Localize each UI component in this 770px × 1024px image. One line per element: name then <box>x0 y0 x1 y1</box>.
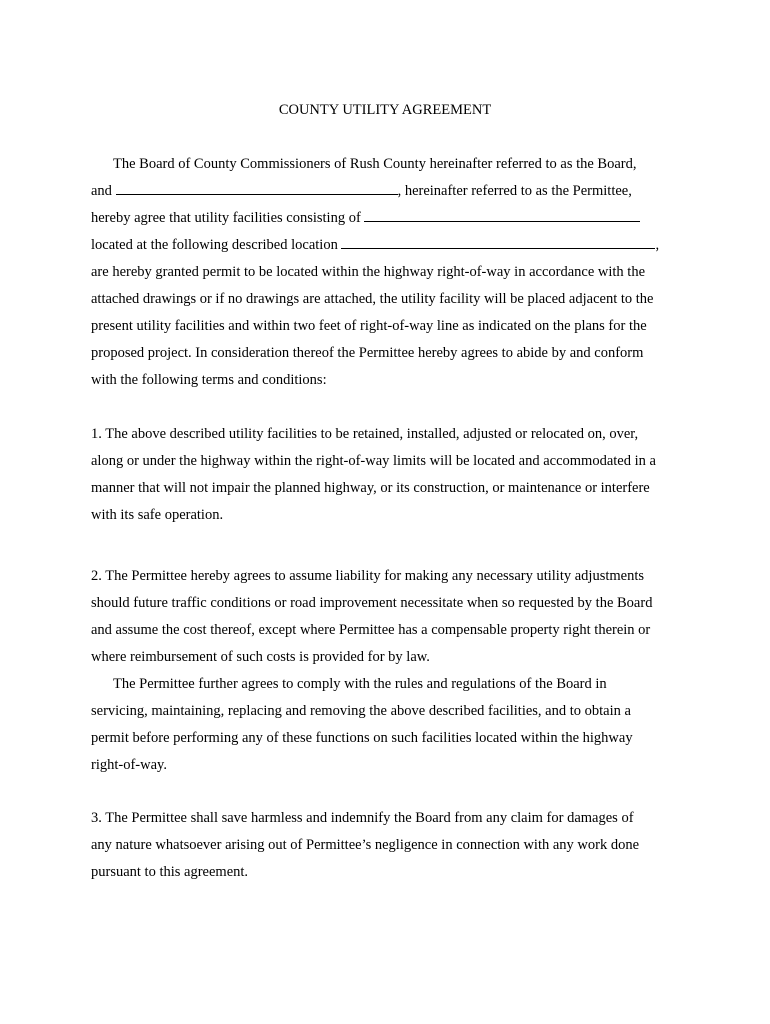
intro-line: present utility facilities and within two feet of right-of-way line as indicated on the plans for the <box>91 318 647 334</box>
clause-line: The Permittee further agrees to comply with the rules and regulations of the Board in <box>113 676 607 692</box>
clause-line: should future traffic conditions or road improvement necessitate when so requested by the Board <box>91 595 653 611</box>
intro-line: attached drawings or if no drawings are attached, the utility facility will be placed adjacent to the <box>91 291 654 307</box>
intro-line: The Board of County Commissioners of Rush County hereinafter referred to as the Board, <box>113 156 637 172</box>
clause-line: permit before performing any of these functions on such facilities located within the highway <box>91 730 633 746</box>
intro-text: located at the following described location <box>91 237 342 253</box>
intro-text: , hereinafter referred to as the Permittee, <box>397 183 632 199</box>
clause-line: manner that will not impair the planned highway, or its construction, or maintenance or interfere <box>91 480 650 496</box>
clause-line: where reimbursement of such costs is provided for by law. <box>91 649 430 665</box>
clause-line: any nature whatsoever arising out of Permittee’s negligence in connection with any work done <box>91 837 640 853</box>
facilities-description-field[interactable] <box>364 208 640 222</box>
clause-line: servicing, maintaining, replacing and removing the above described facilities, and to obtain a <box>91 703 631 719</box>
intro-text: and <box>91 183 116 199</box>
intro-text: , <box>655 237 660 253</box>
clause-line: and assume the cost thereof, except where Permittee has a compensable property right therein or <box>91 622 651 638</box>
intro-line-location <box>91 235 659 255</box>
intro-text: hereby agree that utility facilities consisting of <box>91 210 365 226</box>
permittee-name-field[interactable] <box>116 181 398 195</box>
document-title: COUNTY UTILITY AGREEMENT <box>278 102 492 118</box>
clause-line: pursuant to this agreement. <box>91 864 249 880</box>
clause-line: with its safe operation. <box>91 507 224 523</box>
location-description-field[interactable] <box>341 235 655 249</box>
intro-line-permittee <box>91 181 632 201</box>
clause-line: 1. The above described utility facilities to be retained, installed, adjusted or relocated on, over, <box>91 426 639 442</box>
clause-line: along or under the highway within the right-of-way limits will be located and accommodated in a <box>91 453 656 469</box>
intro-line: proposed project. In consideration thereof the Permittee hereby agrees to abide by and conform <box>91 345 644 361</box>
clause-line: 2. The Permittee hereby agrees to assume liability for making any necessary utility adjustments <box>91 568 645 584</box>
intro-line: are hereby granted permit to be located within the highway right-of-way in accordance with the <box>91 264 646 280</box>
clause-line: right-of-way. <box>91 757 167 773</box>
clause-line: 3. The Permittee shall save harmless and indemnify the Board from any claim for damages of <box>91 810 634 826</box>
intro-line: with the following terms and conditions: <box>91 372 327 388</box>
intro-line-facilities <box>91 208 640 228</box>
